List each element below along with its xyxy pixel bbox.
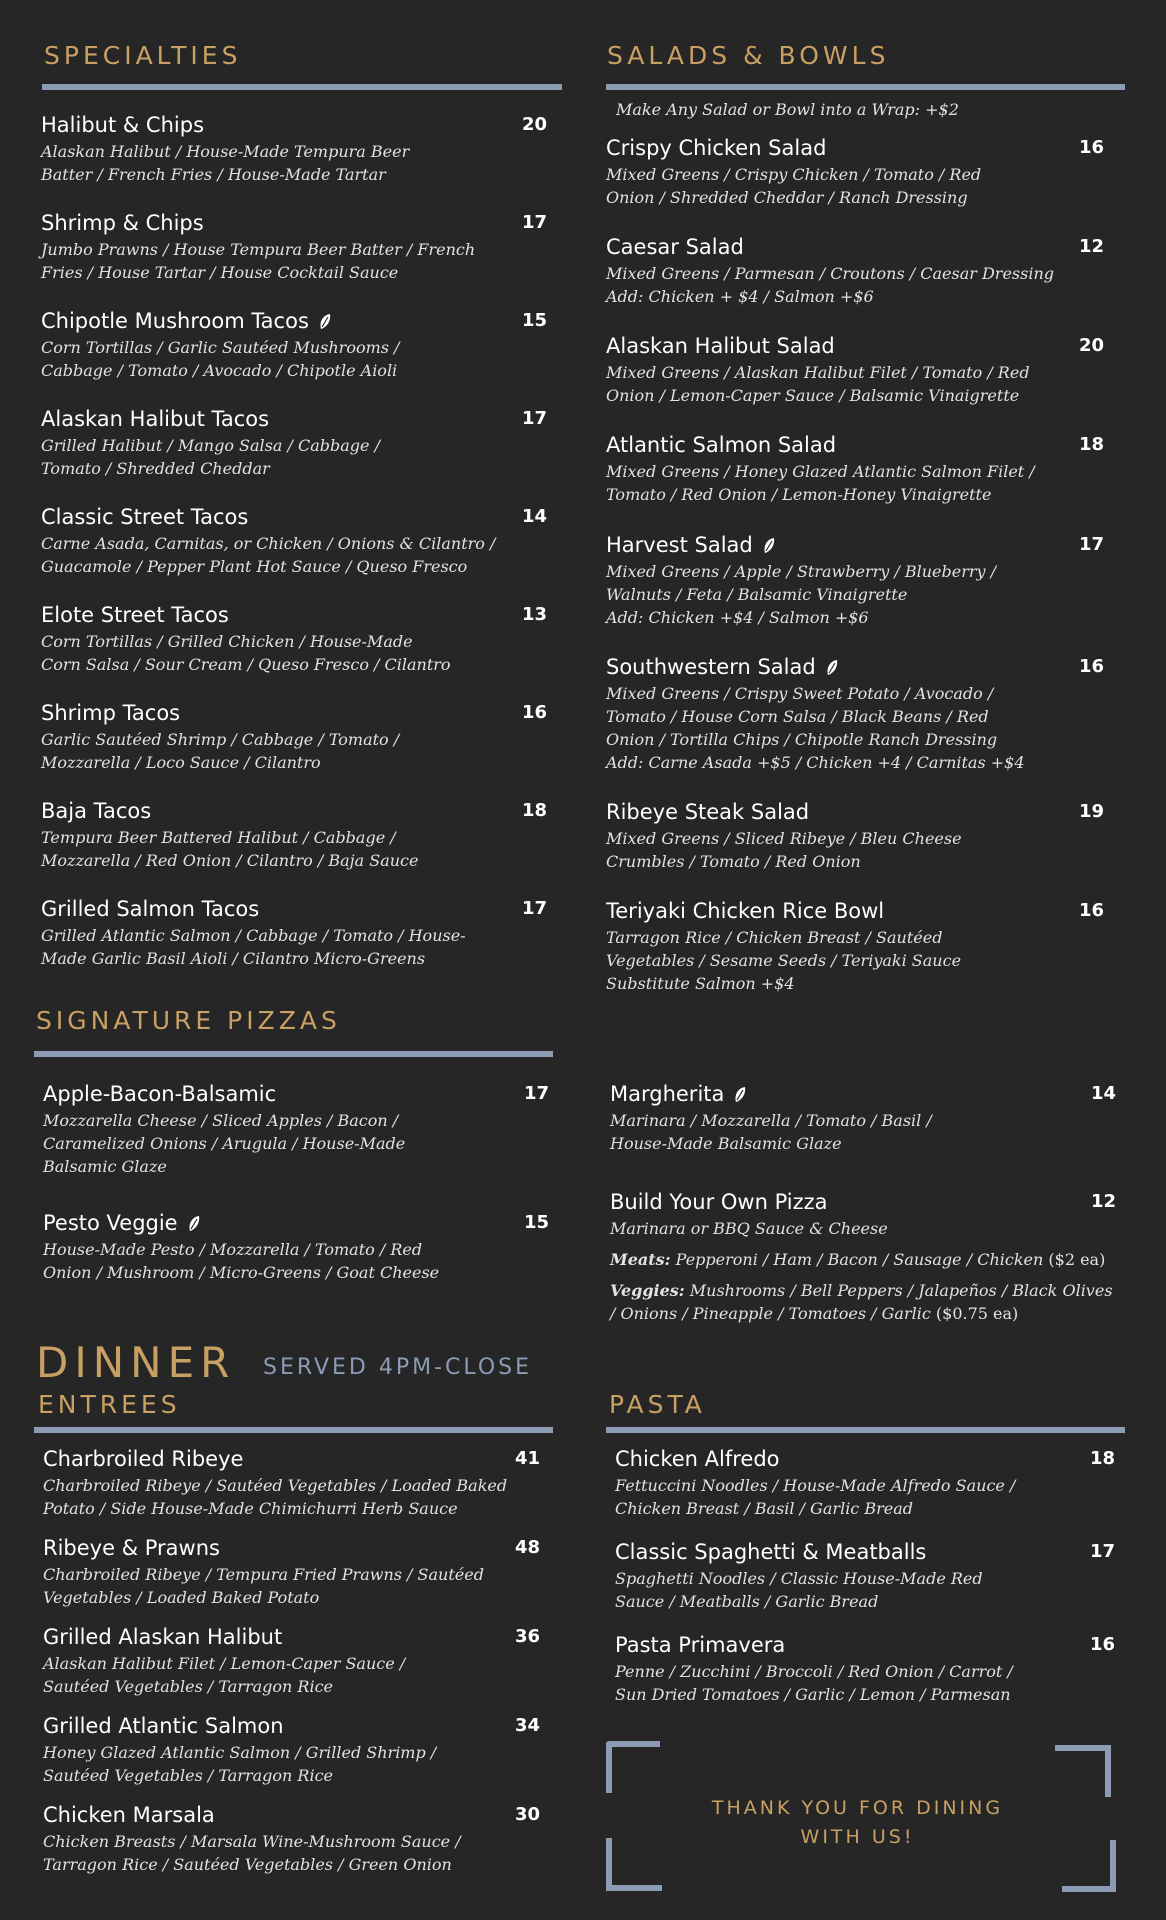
item-description: Jumbo Prawns / House Tempura Beer Batter / French Fries / House Tartar / House Cocktail Sauce — [41, 240, 476, 282]
item-description: Corn Tortillas / Grilled Chicken / House-Made Corn Salsa / Sour Cream / Queso Fresco / Cilantro — [41, 632, 451, 674]
pizzas-title: SIGNATURE PIZZAS — [36, 1006, 341, 1035]
item-name: Chicken Marsala — [43, 1803, 215, 1827]
menu-item — [41, 700, 547, 774]
item-description: Mixed Greens / Apple / Strawberry / Blueberry / Walnuts / Feta / Balsamic Vinaigrette Add: Chicken +$4 / Salmon +$6 — [606, 562, 997, 627]
frame-corner-top-right — [1055, 1745, 1111, 1797]
item-price: 16 — [521, 702, 547, 723]
item-name: Teriyaki Chicken Rice Bowl — [606, 899, 885, 923]
item-description: Mixed Greens / Honey Glazed Atlantic Salmon Filet / Tomato / Red Onion / Lemon-Honey Vinaigrette — [606, 462, 1035, 504]
item-name: Chicken Alfredo — [615, 1447, 780, 1471]
menu-item — [43, 1081, 549, 1178]
item-name: Caesar Salad — [606, 235, 744, 259]
item-price: 16 — [1089, 1634, 1115, 1655]
item-description: Marinara / Mozzarella / Tomato / Basil / House-Made Balsamic Glaze — [610, 1111, 932, 1153]
entrees-title: ENTREES — [38, 1390, 181, 1419]
item-name: Pesto Veggie — [43, 1210, 549, 1236]
item-description: House-Made Pesto / Mozzarella / Tomato / Red Onion / Mushroom / Micro-Greens / Goat Cheese — [43, 1240, 440, 1282]
item-price: 36 — [514, 1626, 540, 1647]
menu-item — [606, 799, 1104, 873]
item-description: Garlic Sautéed Shrimp / Cabbage / Tomato / Mozzarella / Loco Sauce / Cilantro — [41, 730, 400, 772]
menu-item — [43, 1535, 540, 1609]
item-price: 12 — [1090, 1191, 1116, 1212]
item-price: 16 — [1078, 137, 1104, 158]
item-description: Charbroiled Ribeye / Tempura Fried Prawns / Sautéed Vegetables / Loaded Baked Potato — [43, 1565, 484, 1607]
menu-item — [606, 234, 1104, 308]
menu-item — [43, 1210, 549, 1284]
item-name: Shrimp Tacos — [41, 701, 181, 725]
item-price: 17 — [521, 898, 547, 919]
frame-corner-top-left — [606, 1741, 660, 1793]
item-name: Charbroiled Ribeye — [43, 1447, 244, 1471]
item-name: Baja Tacos — [41, 799, 152, 823]
item-price: 19 — [1078, 801, 1104, 822]
menu-item — [615, 1632, 1115, 1706]
pizza-meats-options: Meats: Pepperoni / Ham / Bacon / Sausage / Chicken ($2 ea) — [610, 1250, 1106, 1269]
item-name: Margherita — [610, 1081, 1116, 1107]
item-description: Grilled Halibut / Mango Salsa / Cabbage / Tomato / Shredded Cheddar — [41, 436, 380, 478]
item-name: Alaskan Halibut Salad — [606, 334, 835, 358]
menu-item — [606, 898, 1104, 995]
menu-item — [41, 798, 547, 872]
menu-item — [615, 1539, 1115, 1613]
item-description: Mixed Greens / Crispy Chicken / Tomato / Red Onion / Shredded Cheddar / Ranch Dressing — [606, 165, 982, 207]
vegetarian-leaf-icon — [734, 1086, 746, 1103]
item-name: Grilled Atlantic Salmon — [43, 1714, 284, 1738]
item-description: Chicken Breasts / Marsala Wine-Mushroom Sauce / Tarragon Rice / Sautéed Vegetables / Green Onion — [43, 1832, 461, 1874]
item-price: 17 — [1089, 1541, 1115, 1562]
item-description: Charbroiled Ribeye / Sautéed Vegetables / Loaded Baked Potato / Side House-Made Chimichurri Herb Sauce — [43, 1476, 508, 1518]
item-name: Pasta Primavera — [615, 1633, 786, 1657]
item-name: Classic Street Tacos — [41, 505, 249, 529]
item-name: Apple-Bacon-Balsamic — [43, 1082, 277, 1106]
menu-item — [41, 308, 547, 382]
item-price: 15 — [523, 1212, 549, 1233]
specialties-rule — [42, 84, 562, 90]
item-price: 20 — [1078, 335, 1104, 356]
item-description: Spaghetti Noodles / Classic House-Made Red Sauce / Meatballs / Garlic Bread — [615, 1569, 983, 1611]
item-description: Mozzarella Cheese / Sliced Apples / Bacon / Caramelized Onions / Arugula / House-Made Balsamic Glaze — [43, 1111, 406, 1176]
menu-item — [41, 210, 547, 284]
item-price: 17 — [1078, 534, 1104, 555]
menu-item — [606, 135, 1104, 209]
item-description: Mixed Greens / Crispy Sweet Potato / Avocado / Tomato / House Corn Salsa / Black Beans / Red Onion / Tortilla Chips / Chipotle Ranch Dressing Add: Carne Asada +$5 / Chicken +4 / Carnitas +$4 — [606, 684, 1025, 772]
item-price: 48 — [514, 1537, 540, 1558]
menu-item — [41, 406, 547, 480]
menu-item — [606, 432, 1104, 506]
thank-you-message: THANK YOU FOR DINING WITH US! — [711, 1797, 1004, 1848]
item-price: 30 — [514, 1804, 540, 1825]
item-name: Grilled Alaskan Halibut — [43, 1625, 283, 1649]
pasta-title: PASTA — [609, 1390, 706, 1419]
item-price: 17 — [523, 1083, 549, 1104]
item-name: Southwestern Salad — [606, 654, 1104, 680]
menu-item — [43, 1802, 540, 1876]
entrees-rule — [34, 1427, 553, 1433]
item-description: Alaskan Halibut / House-Made Tempura Beer Batter / French Fries / House-Made Tartar — [41, 142, 410, 184]
item-name: Grilled Salmon Tacos — [41, 897, 260, 921]
item-name: Classic Spaghetti & Meatballs — [615, 1540, 927, 1564]
menu-item — [43, 1446, 540, 1520]
item-description: Corn Tortillas / Garlic Sautéed Mushrooms / Cabbage / Tomato / Avocado / Chipotle Aioli — [41, 338, 400, 380]
item-price: 16 — [1078, 900, 1104, 921]
pizza-veggies-options: Veggies: Mushrooms / Bell Peppers / Jalapeños / Black Olives / Onions / Pineapple / Tomatoes / Garlic ($0.75 ea) — [610, 1281, 1113, 1323]
item-description: Alaskan Halibut Filet / Lemon-Caper Sauce / Sautéed Vegetables / Tarragon Rice — [43, 1654, 406, 1696]
item-description: Grilled Atlantic Salmon / Cabbage / Tomato / House- Made Garlic Basil Aioli / Cilantro Micro-Greens — [41, 926, 466, 968]
item-name: Halibut & Chips — [41, 113, 205, 137]
menu-item — [610, 1189, 1116, 1325]
item-price: 34 — [514, 1715, 540, 1736]
item-price: 16 — [1078, 656, 1104, 677]
menu-item — [41, 896, 547, 970]
menu-item — [606, 333, 1104, 407]
item-price: 14 — [521, 506, 547, 527]
pizzas-rule — [34, 1051, 553, 1057]
item-price: 13 — [521, 604, 547, 625]
menu-item — [606, 532, 1104, 629]
item-description: Fettuccini Noodles / House-Made Alfredo Sauce / Chicken Breast / Basil / Garlic Bread — [615, 1476, 1016, 1518]
item-description: Penne / Zucchini / Broccoli / Red Onion / Carrot / Sun Dried Tomatoes / Garlic / Lemon / Parmesan — [615, 1662, 1013, 1704]
item-name: Ribeye & Prawns — [43, 1536, 220, 1560]
menu-item — [43, 1624, 540, 1698]
menu-item — [615, 1446, 1115, 1520]
vegetarian-leaf-icon — [826, 659, 838, 676]
item-price: 18 — [521, 800, 547, 821]
wrap-note: Make Any Salad or Bowl into a Wrap: +$2 — [616, 100, 959, 119]
item-description: Honey Glazed Atlantic Salmon / Grilled Shrimp / Sautéed Vegetables / Tarragon Rice — [43, 1743, 437, 1785]
menu-item — [41, 602, 547, 676]
salads-rule — [606, 84, 1125, 90]
item-description: Mixed Greens / Parmesan / Croutons / Caesar Dressing Add: Chicken + $4 / Salmon +$6 — [606, 264, 1054, 306]
item-description: Marinara or BBQ Sauce & Cheese — [610, 1219, 888, 1238]
item-name: Shrimp & Chips — [41, 211, 204, 235]
pasta-rule — [606, 1427, 1125, 1433]
item-price: 12 — [1078, 236, 1104, 257]
item-name: Crispy Chicken Salad — [606, 136, 827, 160]
item-price: 15 — [521, 310, 547, 331]
specialties-title: SPECIALTIES — [44, 41, 242, 70]
item-name: Chipotle Mushroom Tacos — [41, 308, 547, 334]
item-name: Build Your Own Pizza — [610, 1190, 828, 1214]
salads-title: SALADS & BOWLS — [607, 41, 890, 70]
item-price: 17 — [521, 408, 547, 429]
item-name: Ribeye Steak Salad — [606, 800, 810, 824]
item-price: 14 — [1090, 1083, 1116, 1104]
item-description: Tarragon Rice / Chicken Breast / Sautéed Vegetables / Sesame Seeds / Teriyaki Sauce Substitute Salmon +$4 — [606, 928, 962, 993]
item-name: Elote Street Tacos — [41, 603, 229, 627]
item-name: Harvest Salad — [606, 532, 1104, 558]
item-description: Mixed Greens / Alaskan Halibut Filet / Tomato / Red Onion / Lemon-Caper Sauce / Balsamic Vinaigrette — [606, 363, 1030, 405]
menu-item — [43, 1713, 540, 1787]
served-hours: SERVED 4PM-CLOSE — [263, 1355, 533, 1380]
dinner-title: DINNER — [36, 1338, 236, 1387]
item-description: Mixed Greens / Sliced Ribeye / Bleu Cheese Crumbles / Tomato / Red Onion — [606, 829, 962, 871]
item-price: 20 — [521, 114, 547, 135]
item-price: 18 — [1078, 434, 1104, 455]
menu-item — [606, 654, 1104, 774]
item-name: Atlantic Salmon Salad — [606, 433, 837, 457]
item-name: Alaskan Halibut Tacos — [41, 407, 270, 431]
vegetarian-leaf-icon — [188, 1215, 200, 1232]
menu-item — [41, 504, 547, 578]
menu-item — [41, 112, 547, 186]
item-price: 17 — [521, 212, 547, 233]
item-description: Carne Asada, Carnitas, or Chicken / Onions & Cilantro / Guacamole / Pepper Plant Hot Sauce / Queso Fresco — [41, 534, 496, 576]
vegetarian-leaf-icon — [319, 313, 331, 330]
item-description: Tempura Beer Battered Halibut / Cabbage / Mozzarella / Red Onion / Cilantro / Baja Sauce — [41, 828, 419, 870]
vegetarian-leaf-icon — [763, 537, 775, 554]
menu-item — [610, 1081, 1116, 1155]
item-price: 41 — [514, 1448, 540, 1469]
item-price: 18 — [1089, 1448, 1115, 1469]
